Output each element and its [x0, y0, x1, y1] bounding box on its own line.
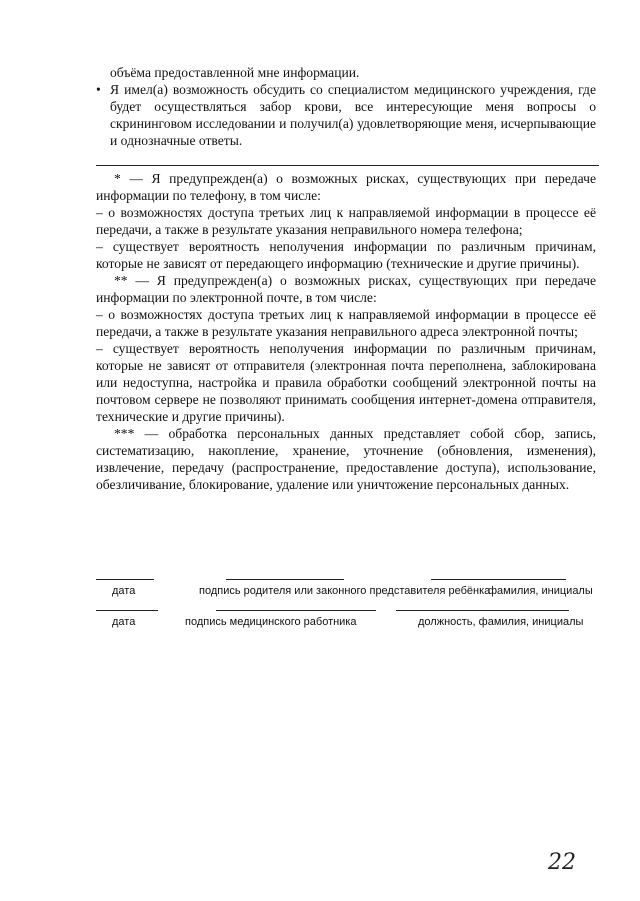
footnote-phone-item-2: – существует вероятность неполучения информации по различным причинам, которые не зависят от передающего информацию (технические и другие причины).: [96, 239, 596, 271]
bullet-text: Я имел(а) возможность обсудить со специалистом медицинского учреждения, где будет осуществляться забор крови, все интересующие меня вопросы о скрининговом исследовании и получил(а) удовлетворяющие меня, исчерпывающие и однозначные ответы.: [110, 82, 596, 148]
date-label: дата: [112, 585, 136, 597]
bullet-item: [96, 81, 596, 149]
continued-line: объёма предоставленной мне информации.: [110, 65, 360, 80]
footnote-email-heading: ** — Я предупрежден(а) о возможных рисках, существующих при передаче информации по электронной почте, в том числе:: [96, 273, 596, 305]
footnote-phone-item-1: – о возможностях доступа третьих лиц к направляемой информации в процессе её передачи, а также в результате указания неправильного номера телефона;: [96, 205, 596, 237]
footnote-email-item-1: – о возможностях доступа третьих лиц к направляемой информации в процессе её передачи, а также в результате указания неправильного адреса электронной почты;: [96, 307, 596, 339]
parent-signature-label: подпись родителя или законного представителя ребёнка: [199, 585, 491, 597]
date-label: дата: [112, 616, 136, 628]
top-text-block: [96, 64, 596, 149]
footnote-personal-data: *** — обработка персональных данных представляет собой сбор, запись, систематизацию, накопление, хранение, уточнение (обновления, изменения), извлечение, передачу (распространение, предоставление доступа), использование, обезличивание, блокирование, удаление или уничтожение персональных данных.: [96, 426, 596, 492]
footnote-email-item-2: – существует вероятность неполучения информации по различным причинам, которые не зависят от отправителя (электронная почта переполнена, заблокирована или недоступна, настройка и правила обработки сообщений электронной почты на почтовом сервере не позволяют принимать сообщения интернет-домена отправителя, технические и другие причины).: [96, 341, 596, 424]
medic-position-line[interactable]: [396, 610, 569, 611]
date-line[interactable]: [96, 579, 154, 580]
parent-name-line[interactable]: [431, 579, 566, 580]
signature-row-medic: [96, 610, 596, 640]
date-line[interactable]: [96, 610, 158, 611]
parent-name-label: фамилия, инициалы: [488, 585, 593, 597]
footnotes: [96, 170, 596, 493]
footnote-divider: [96, 165, 599, 166]
medic-signature-line[interactable]: [216, 610, 376, 611]
footnote-phone-heading: * — Я предупрежден(а) о возможных рисках, существующих при передаче информации по телефону, в том числе:: [96, 171, 596, 203]
signature-row-parent: [96, 579, 596, 609]
medic-signature-label: подпись медицинского работника: [185, 616, 357, 628]
page-number: 22: [548, 850, 576, 875]
bullet-icon: •: [96, 82, 101, 97]
medic-position-label: должность, фамилия, инициалы: [418, 616, 584, 628]
parent-signature-line[interactable]: [226, 579, 344, 580]
